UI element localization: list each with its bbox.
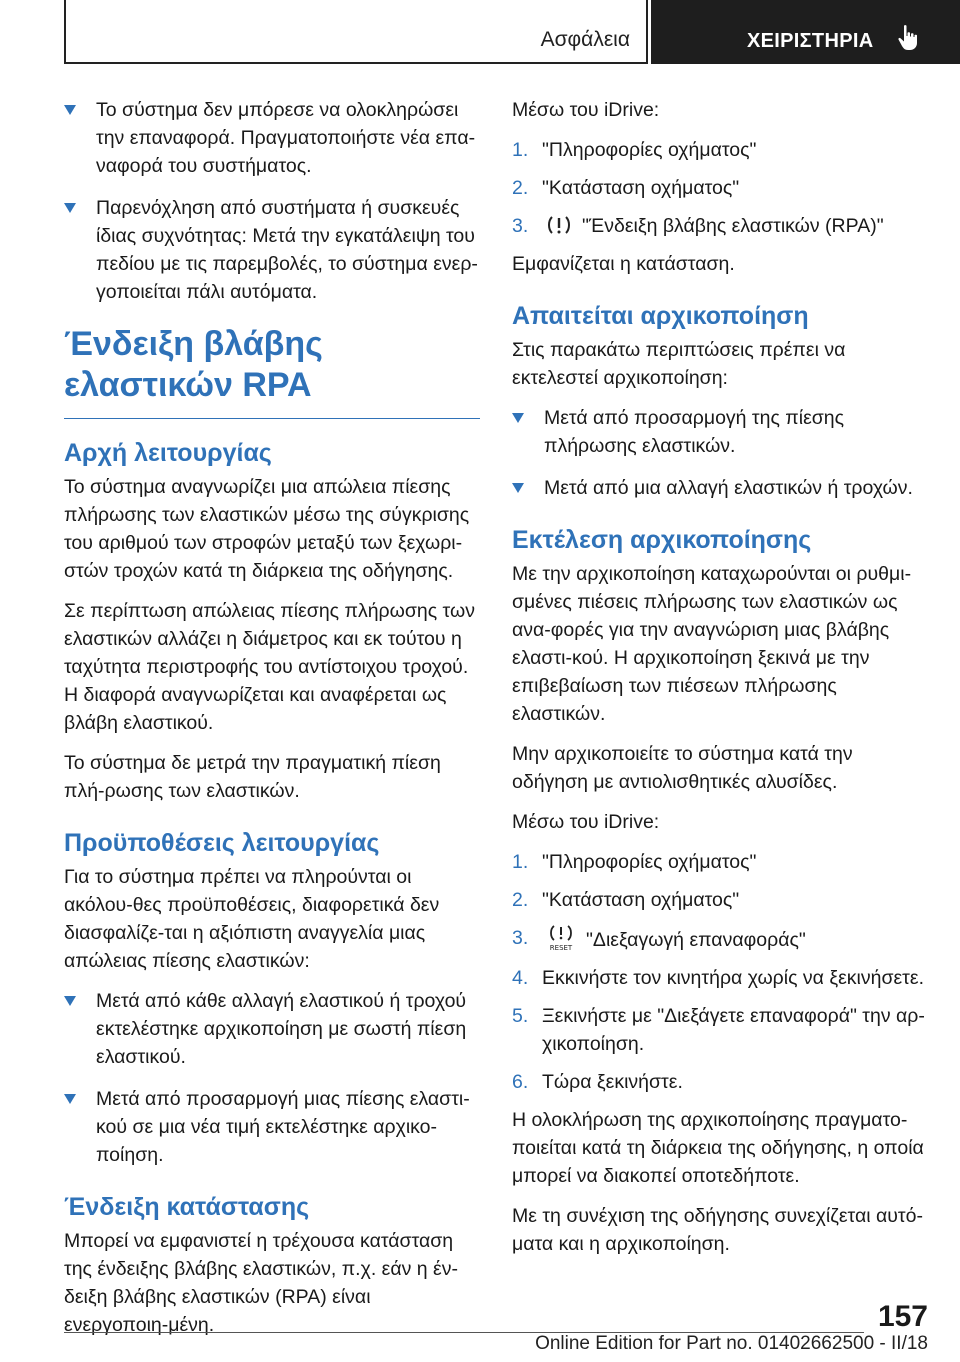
list-item: Παρενόχληση από συστήματα ή συσκευές ίδιας συχνότητας: Μετά την εγκατάλειψη του πεδίου με τις παρεμβολές, το σύστημα ενερ-γοποιείται πάλι αυτόματα. [64,194,480,306]
paragraph: Για το σύστημα πρέπει να πληρούνται οι ακόλου-θες προϋποθέσεις, διαφορετικά δεν διασφαλίζε-ται η αξιόπιστη αναγγελία μιας απώλειας πίεσης ελαστικών: [64,866,440,972]
numbered-list-init [512,848,928,1096]
header-section-title: Ασφάλεια [540,28,630,51]
triangle-bullet-icon [64,996,76,1006]
list-item: 2. "Κατάσταση οχήματος" [512,889,740,911]
bullet-list-prerequisites [64,987,480,1169]
paragraph: Το σύστημα δε μετρά την πραγματική πίεση πλή-ρωσης των ελαστικών. [64,752,441,802]
triangle-bullet-icon [64,203,76,213]
list-item: 1. "Πληροφορίες οχήματος" [512,139,757,161]
heading-init-perform: Εκτέλεση αρχικοποίησης [512,526,812,554]
header-chapter-box [651,0,960,64]
numbered-list-status [512,136,928,240]
paragraph: Η ολοκλήρωση της αρχικοποίησης πραγματο-ποιείται κατά τη διάρκεια της οδήγησης, η οποία μπορεί να διακοπεί οποτεδήποτε. [512,1109,924,1187]
triangle-bullet-icon [512,483,524,493]
heading-status-display: Ένδειξη κατάστασης [64,1193,310,1221]
list-item: 4. Εκκινήστε τον κινητήρα χωρίς να ξεκινήσετε. [512,967,924,989]
paragraph: Μπορεί να εμφανιστεί η τρέχουσα κατάσταση της ένδειξης βλάβης ελαστικών, π.χ. εάν η έν-δειξη βλάβης ελαστικών (RPA) είναι ενεργοποιη-μένη. [64,1230,458,1336]
heading-principle: Αρχή λειτουργίας [64,439,272,467]
heading-prerequisites: Προϋποθέσεις λειτουργίας [64,829,380,857]
paragraph: Με την αρχικοποίηση καταχωρούνται οι ρυθμι-σμένες πιέσεις πλήρωσης των ελαστικών ως ανα-φορές για την αναγνώριση μιας βλάβης ελαστι-κού. Η αρχικοποίηση ξεκινά με την επιβεβαίωση των πιέσεων πλήρωσης ελαστικών. [512,563,912,725]
section-title: Ένδειξη βλάβης ελαστικών RPA [64,324,480,419]
triangle-bullet-icon [64,1094,76,1104]
heading-init-required: Απαιτείται αρχικοποίηση [512,302,809,330]
paragraph: Μέσω του iDrive: [512,811,660,833]
tire-reset-icon [546,924,576,952]
list-item: 5. Ξεκινήστε με "Διεξάγετε επαναφορά" την αρ-χικοποίηση. [512,1005,925,1055]
bullet-list-top [64,96,480,306]
paragraph: Στις παρακάτω περιπτώσεις πρέπει να εκτελεστεί αρχικοποίηση: [512,339,846,389]
list-item: Μετά από κάθε αλλαγή ελαστικού ή τροχού εκτελέστηκε αρχικοποίηση με σωστή πίεση ελαστικού. [64,987,480,1071]
list-item: Μετά από προσαρμογή της πίεσης πλήρωσης ελαστικών. [512,404,928,460]
header-section-box [64,0,648,64]
list-item: 6. Τώρα ξεκινήστε. [512,1071,683,1093]
list-item: 3. RESET "Διεξαγωγή επαναφοράς" [512,924,928,954]
footer-edition: Online Edition for Part no. 01402662500 - II/18 [535,1333,928,1354]
right-column [512,96,928,1270]
bullet-list-init-required [512,404,928,502]
paragraph: Με τη συνέχιση της οδήγησης συνεχίζεται αυτό-ματα και η αρχικοποίηση. [512,1205,923,1255]
list-item: 3. "Ένδειξη βλάβης ελαστικών (RPA)" [512,215,884,237]
paragraph: Μέσω του iDrive: [512,99,660,121]
tire-warning-icon [546,214,572,238]
list-item: Μετά από προσαρμογή μιας πίεσης ελαστι-κού σε μια νέα τιμή εκτελέστηκε αρχικο-ποίηση. [64,1085,480,1169]
left-column [64,96,480,1351]
paragraph: Μην αρχικοποιείτε το σύστημα κατά την οδήγηση με αντιολισθητικές αλυσίδες. [512,743,853,793]
triangle-bullet-icon [64,105,76,115]
paragraph: Το σύστημα αναγνωρίζει μια απώλεια πίεσης πλήρωσης των ελαστικών μέσω της σύγκρισης του αριθμού των στροφών μεταξύ των ξεχωρι-στών τροχών κατά τη διάρκεια της οδήγησης. [64,476,470,582]
hand-pointer-icon [897,24,921,52]
list-item: 1. "Πληροφορίες οχήματος" [512,851,757,873]
header-chapter-title: ΧΕΙΡΙΣΤΗΡΙΑ [747,30,874,52]
list-item: 2. "Κατάσταση οχήματος" [512,177,740,199]
paragraph: Εμφανίζεται η κατάσταση. [512,253,735,275]
list-item: Το σύστημα δεν μπόρεσε να ολοκληρώσει την επαναφορά. Πραγματοποιήστε νέα επα-ναφορά του συστήματος. [64,96,480,180]
svg-text:RESET: RESET [549,944,573,952]
list-item: Μετά από μια αλλαγή ελαστικών ή τροχών. [512,474,928,502]
page-number: 157 [877,1300,928,1333]
paragraph: Σε περίπτωση απώλειας πίεσης πλήρωσης των ελαστικών αλλάζει η διάμετρος και εκ τούτου η ταχύτητα περιστροφής του αντίστοιχου τροχού. Η διαφορά αναγνωρίζεται και αναφέρεται ως βλάβη ελαστικού. [64,600,475,734]
triangle-bullet-icon [512,413,524,423]
